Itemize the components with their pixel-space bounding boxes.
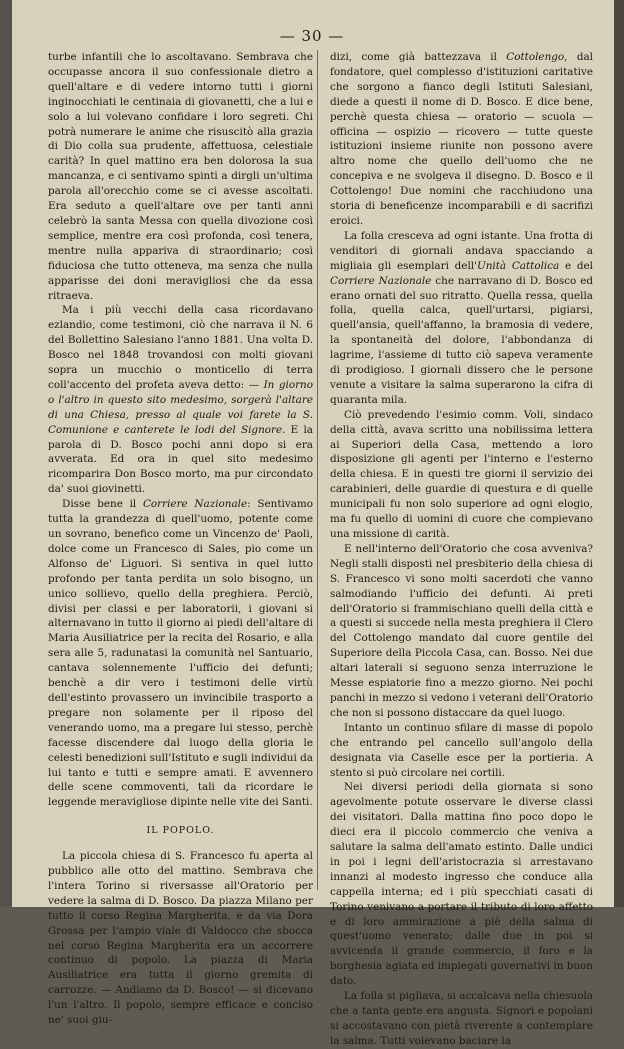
paragraph: La folla cresceva ad ogni istante. Una frotta di venditori di giornali andava spacciando a migliaia gli esemplari dell'Unità Cattolica e del Corriere Nazionale che narravano di D. Bosco ed erano ornati del suo ritratto. Quella ressa, quella folla, quella calca, quell'urtarsi, pigiarsi, quell'ansia, quell'affanno, la bramosia di vedere, la spontaneità del dolore, l'abbondanza di lagrime, l'assieme di tutto ciò sapeva veramente di prodigioso. I giornali dissero che le persone venute a visitare la salma superarono la cifra di quaranta mila. xyxy=(330,229,594,406)
paragraph: La folla si pigliava, si accalcava nella chiesuola che a tanta gente era angusta. Signori e popolani si accostavano con pietà riverente a contemplare la salma. Tutti volevano baciare la xyxy=(330,990,593,1047)
paragraph: Disse bene il Corriere Nazionale: Sentivamo tutta la grandezza di quell'uomo, potente come un sovrano, benefico come un Vincenzo de' Paoli, dolce come un Francesco di Sales, pio come un Alfonso de' Liguori. Si sentiva in quel lutto profondo per tanta perdita un solo bisogno, un unico sollievo, quello della preghiera. Perciò, divisi per classi e per laboratorii, i giovani si alternavano in tutto il giorno ai piedi dell'altare di Maria Ausiliatrice per la recita del Rosario, e alla sera alle 5, radunatasi la comunità nel Santuario, cantava solennemente l'ufficio dei defunti; benchè a dir vero i testimoni delle virtù dell'estinto provassero un invincibile trasporto a pregare non solamente per il riposo del venerando uomo, ma a pregare lui stesso, perchè facesse discendere dal luogo della gloria le celesti benedizioni sull'Istituto e sugli individui da lui tanto e tutti e sempre amati. E avvennero delle scene commoventi, tali da ricordare le leggende meravigliose dipinte nelle vite dei Santi. xyxy=(48,498,314,809)
paragraph: turbe infantili che lo ascoltavano. Sembrava che occupasse ancora il suo confessionale dietro a quell'altare e di vedere intorno tutti i giorni inginocchiati le centinaia di giovanetti, che a lui e solo a lui volevano confidare i loro segreti. Chi potrà numerare le anime che risuscitò alla grazia di Dio colla sua prudente, affettuosa, celestiale carità? In quel mattino era ben dolorosa la sua mancanza, e ci sentivamo spinti a dirgli un'ultima parola all'orecchio come se ci avesse ascoltati. Era seduto a quell'altare ove per tanti anni celebrò la santa Messa con quella divozione così semplice, mentre era così profonda, così tenera, mentre nulla appariva di straordinario; così fiduciosa che tutto otteneva, ma senza che nulla apparisse dei doni meravigliosi che da essa ritraeva. xyxy=(48,51,313,302)
paragraph: Ma i più vecchi della casa ricordavano ezlandio, come testimoni, ciò che narrava il N. 6 del Bollettino Salesiano l'anno 1881. Una volta D. Bosco nel 1848 trovandosi con molti giovani sopra un mucchio o monticello di terra coll'accento del profeta aveva detto: — In giorno o l'altro in questo sito medesimo, sorgerà l'altare di una Chiesa, presso al quale voi farete la S. Comunione e canterete le lodi del Signore. E la parola di D. Bosco pochi anni dopo si era avverata. Ed ora in quel sito medesimo ricomparira Don Bosco morto, ma pur circondato da' suoi giovinetti. xyxy=(48,304,313,496)
paragraph: La piccola chiesa di S. Francesco fu aperta al pubblico alle otto del mattino. Sembrava che l'intera Torino si riversasse all'Oratorio per vedere la salma di D. Bosco. Da piazza Milano per tutto il corso Regina Margherita, e da via Dora Grossa per l'ampio viale di Valdocco che sbocca nel corso Regina Margherita era un accorrere continuo di popolo. La piazza di Maria Ausiliatrice era tutta il giorno gremita di carrozze. — Andiamo da D. Bosco! — si dicevano l'un l'altro. Il popolo, sempre efficace e conciso ne' suoi giu- xyxy=(48,850,313,1027)
section-heading: IL POPOLO. xyxy=(146,825,215,837)
paragraph: dizi, come già battezzava il Cottolengo, dal fondatore, quel complesso d'istituzioni caritative che sorgono a fianco degli Istituti Salesiani, diede a questi il nome di D. Bosco. E dice bene, perchè questa chiesa — oratorio — scuola — officina — ospizio — ricovero — tutte queste istituzioni insieme riunite non possono avere altro nome che quello dell'uomo che ne concepiva e ne svolgeva il disegno. D. Bosco e il Cottolengo! Due nomini che racchiudono una storia di beneficenze incomparabili e di sacrifizi eroici. xyxy=(330,51,593,227)
page-number: — 30 — xyxy=(279,27,345,45)
right-column xyxy=(330,50,593,1049)
paragraph: Nei diversi periodi della giornata si sono agevolmente potute osservare le diverse classi dei visitatori. Dalla mattina fino poco dopo le dieci era il piccolo commercio che veniva a salutare la salma dell'amato estinto. Dalle undici in poi i legni dell'aristocrazia si arrestavano innanzi al modesto ingresso che conduce alla cappella interna; ed i più specchiati casati di Torino venivano a portare il tributo di loro affetto e di loro ammirazione a piè della salma di quest'uomo venerato; dalle due in poi si avvicenda il grande commercio, il foro e la borghesia agiata ed impiegati governativi in buon dato. xyxy=(330,781,593,988)
page-edge-shadow xyxy=(614,0,624,907)
paragraph: Intanto un continuo sfilare di masse di popolo che entrando pel cancello sull'angolo della designata via Caselle esce per la portieria. A stento si può circolare nei cortili. xyxy=(330,721,593,779)
paragraph: E nell'interno dell'Oratorio che cosa avveniva? Negli stalli disposti nel presbiterio della chiesa di S. Francesco vi sono molti sacerdoti che vanno salmodiando l'ufficio dei defunti. Ai preti dell'Oratorio si frammischiano quelli della città e a questi si succede nella mesta preghiera il Clero del Cottolengo mandato dal cuore gentile del Superiore della Piccola Casa, can. Bosso. Nei due altari laterali si seguono senza interruzione le Messe espiatorie fino a mezzo giorno. Nei pochi panchi in mezzo si vedono i veterani dell'Oratorio che non si possono distaccare da quel luogo. xyxy=(330,542,593,719)
page-edge-shadow xyxy=(0,0,12,907)
left-column xyxy=(48,50,313,1028)
paragraph: Ciò prevedendo l'esimio comm. Voli, sindaco della città, avava scritto una nobilissima lettera ai Superiori della Casa, mettendo a loro disposizione gli agenti per l'interno e l'esterno della chiesa. E in questi tre giorni il servizio dei carabinieri, delle guardie di questura e di quelle municipali fu non solo superiore ad ogni elogio, ma fu quello di uomini di cuore che compievano una missione di carità. xyxy=(330,408,593,540)
column-divider xyxy=(317,50,318,890)
